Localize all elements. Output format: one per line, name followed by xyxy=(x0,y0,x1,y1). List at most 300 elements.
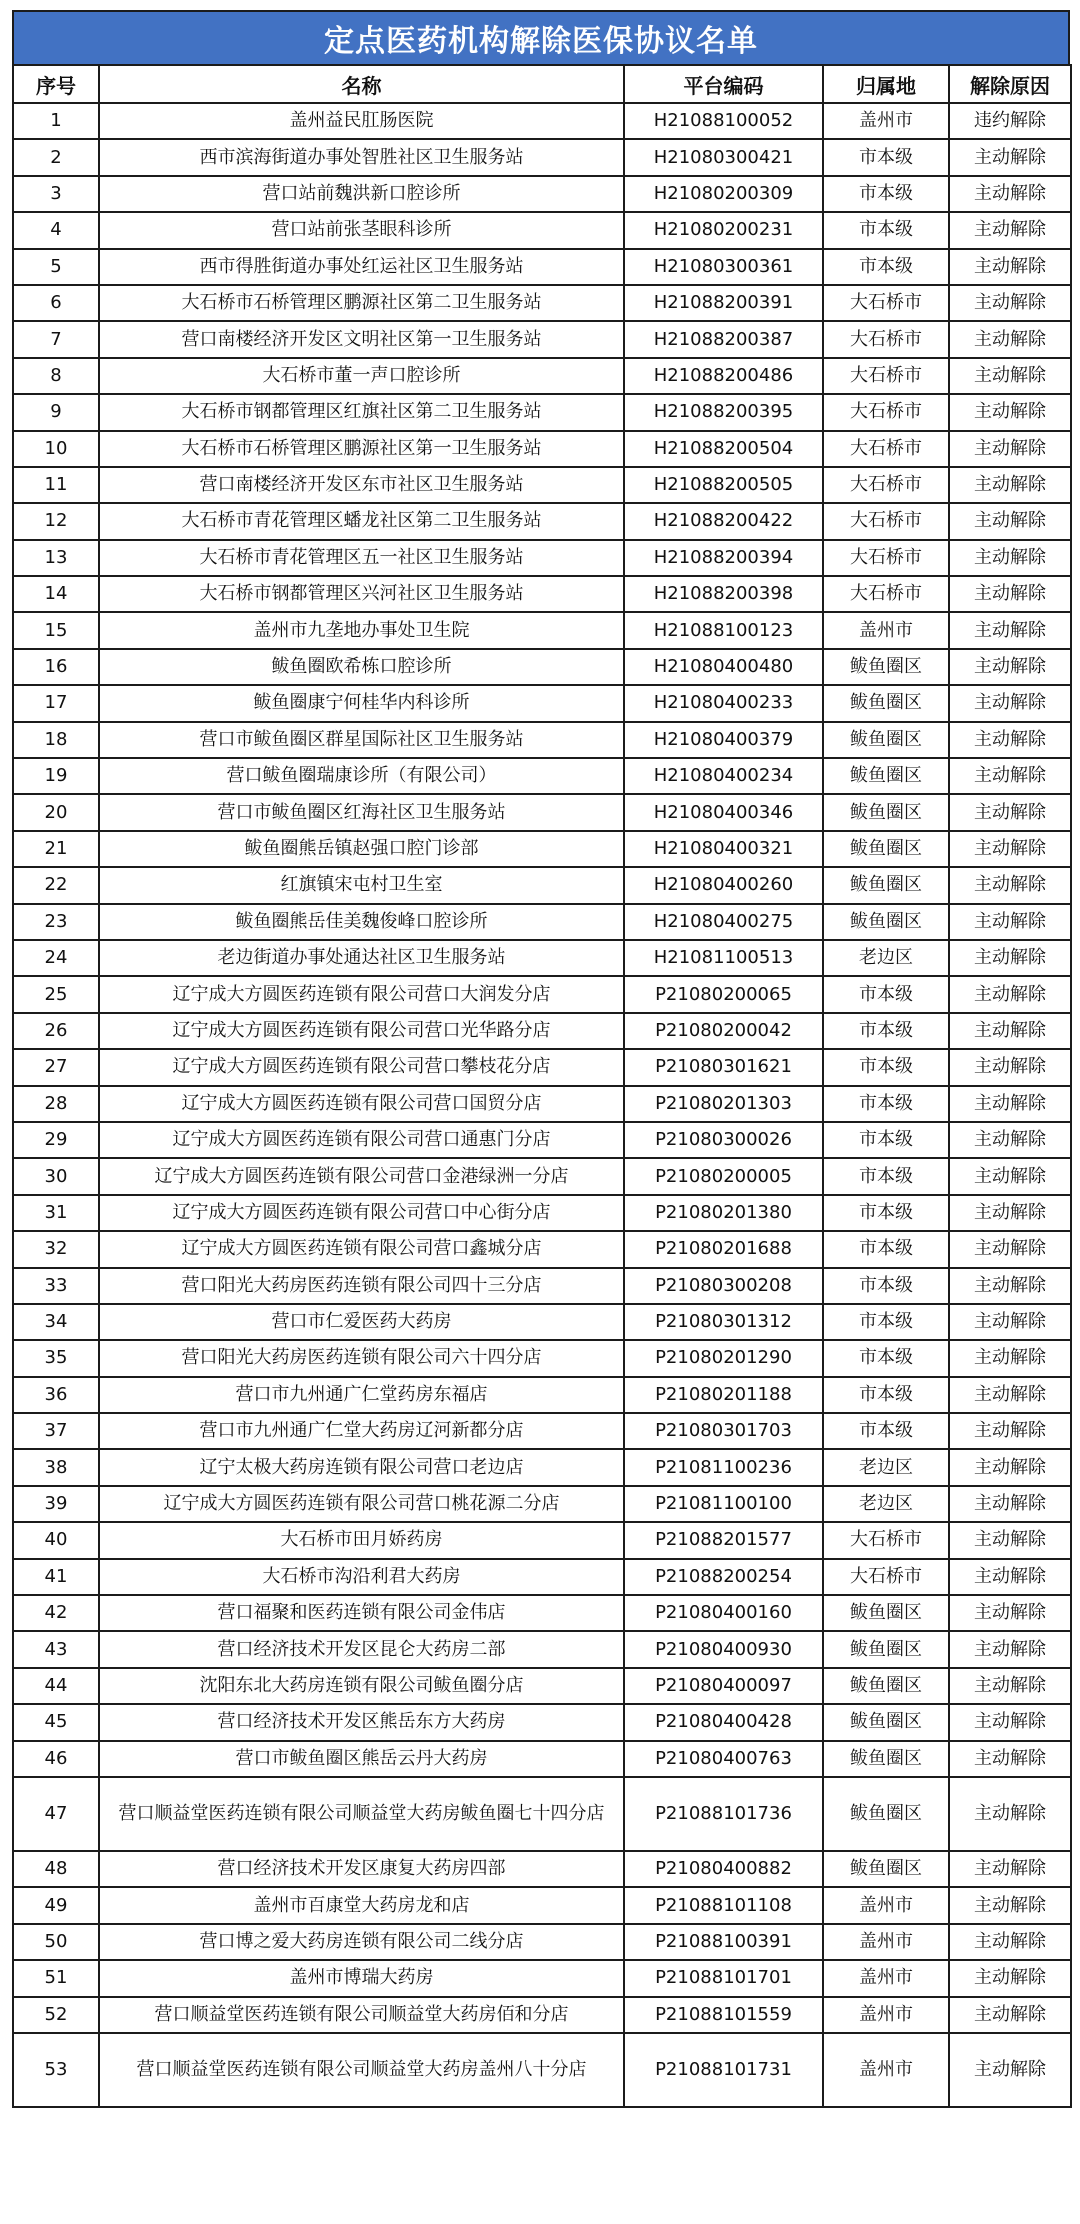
cell-reason: 违约解除 xyxy=(949,103,1071,139)
cell-reason: 主动解除 xyxy=(949,503,1071,539)
cell-index: 22 xyxy=(13,867,99,903)
cell-platform-code: H21088200387 xyxy=(624,321,823,357)
cell-reason: 主动解除 xyxy=(949,1013,1071,1049)
cell-platform-code: P21080300026 xyxy=(624,1122,823,1158)
cell-name: 大石桥市沟沿利君大药房 xyxy=(99,1559,624,1595)
cell-reason: 主动解除 xyxy=(949,904,1071,940)
cell-region: 老边区 xyxy=(823,940,949,976)
table-row xyxy=(13,612,1071,648)
cell-platform-code: H21080400346 xyxy=(624,794,823,830)
cell-name: 西市滨海街道办事处智胜社区卫生服务站 xyxy=(99,139,624,175)
cell-region: 市本级 xyxy=(823,1122,949,1158)
table-row xyxy=(13,249,1071,285)
cell-reason: 主动解除 xyxy=(949,1268,1071,1304)
header-index: 序号 xyxy=(13,65,99,103)
page-title: 定点医药机构解除医保协议名单 xyxy=(12,10,1070,64)
cell-index: 51 xyxy=(13,1960,99,1996)
cell-index: 40 xyxy=(13,1522,99,1558)
cell-reason: 主动解除 xyxy=(949,394,1071,430)
cell-reason: 主动解除 xyxy=(949,176,1071,212)
header-name: 名称 xyxy=(99,65,624,103)
cell-name: 红旗镇宋屯村卫生室 xyxy=(99,867,624,903)
cell-reason: 主动解除 xyxy=(949,1777,1071,1851)
cell-platform-code: P21080400930 xyxy=(624,1631,823,1667)
cell-platform-code: P21080301703 xyxy=(624,1413,823,1449)
cell-name: 辽宁太极大药房连锁有限公司营口老边店 xyxy=(99,1449,624,1485)
table-row xyxy=(13,321,1071,357)
cell-region: 市本级 xyxy=(823,1013,949,1049)
table-body xyxy=(13,103,1071,2107)
cell-name: 营口经济技术开发区熊岳东方大药房 xyxy=(99,1704,624,1740)
cell-platform-code: P21080400882 xyxy=(624,1851,823,1887)
table-row xyxy=(13,976,1071,1012)
cell-platform-code: H21080200309 xyxy=(624,176,823,212)
cell-platform-code: H21080400234 xyxy=(624,758,823,794)
cell-index: 37 xyxy=(13,1413,99,1449)
cell-reason: 主动解除 xyxy=(949,685,1071,721)
cell-reason: 主动解除 xyxy=(949,1522,1071,1558)
cell-reason: 主动解除 xyxy=(949,1559,1071,1595)
cell-region: 大石桥市 xyxy=(823,321,949,357)
cell-reason: 主动解除 xyxy=(949,1049,1071,1085)
cell-reason: 主动解除 xyxy=(949,1486,1071,1522)
cell-region: 鲅鱼圈区 xyxy=(823,1668,949,1704)
table-row xyxy=(13,1377,1071,1413)
cell-platform-code: H21088200398 xyxy=(624,576,823,612)
cell-platform-code: H21080300361 xyxy=(624,249,823,285)
cell-name: 辽宁成大方圆医药连锁有限公司营口大润发分店 xyxy=(99,976,624,1012)
cell-reason: 主动解除 xyxy=(949,467,1071,503)
cell-region: 大石桥市 xyxy=(823,1522,949,1558)
table-header-row xyxy=(13,65,1071,103)
cell-name: 盖州市九垄地办事处卫生院 xyxy=(99,612,624,648)
cell-name: 鲅鱼圈熊岳佳美魏俊峰口腔诊所 xyxy=(99,904,624,940)
cell-platform-code: P21080200065 xyxy=(624,976,823,1012)
cell-region: 大石桥市 xyxy=(823,1559,949,1595)
cell-platform-code: P21080200005 xyxy=(624,1158,823,1194)
table-row xyxy=(13,1340,1071,1376)
table-row xyxy=(13,1887,1071,1923)
cell-index: 44 xyxy=(13,1668,99,1704)
cell-name: 辽宁成大方圆医药连锁有限公司营口攀枝花分店 xyxy=(99,1049,624,1085)
cell-region: 市本级 xyxy=(823,1413,949,1449)
cell-region: 鲅鱼圈区 xyxy=(823,1777,949,1851)
cell-region: 盖州市 xyxy=(823,103,949,139)
cell-platform-code: P21081100100 xyxy=(624,1486,823,1522)
cell-index: 28 xyxy=(13,1086,99,1122)
cell-platform-code: H21088200486 xyxy=(624,358,823,394)
cell-platform-code: P21080201303 xyxy=(624,1086,823,1122)
cell-index: 18 xyxy=(13,722,99,758)
table-row xyxy=(13,212,1071,248)
cell-index: 33 xyxy=(13,1268,99,1304)
cell-region: 市本级 xyxy=(823,1086,949,1122)
cell-reason: 主动解除 xyxy=(949,649,1071,685)
cell-reason: 主动解除 xyxy=(949,831,1071,867)
cell-region: 老边区 xyxy=(823,1449,949,1485)
cell-region: 市本级 xyxy=(823,1268,949,1304)
table-row xyxy=(13,1522,1071,1558)
cell-platform-code: P21088101736 xyxy=(624,1777,823,1851)
cell-index: 14 xyxy=(13,576,99,612)
cell-region: 鲅鱼圈区 xyxy=(823,1741,949,1777)
cell-platform-code: P21080400097 xyxy=(624,1668,823,1704)
cell-reason: 主动解除 xyxy=(949,940,1071,976)
table-row xyxy=(13,758,1071,794)
table-row xyxy=(13,1668,1071,1704)
cell-index: 41 xyxy=(13,1559,99,1595)
cell-region: 盖州市 xyxy=(823,2033,949,2107)
cell-index: 25 xyxy=(13,976,99,1012)
cell-index: 24 xyxy=(13,940,99,976)
cell-name: 营口福聚和医药连锁有限公司金伟店 xyxy=(99,1595,624,1631)
table-row xyxy=(13,1595,1071,1631)
cell-index: 10 xyxy=(13,431,99,467)
cell-platform-code: H21080400260 xyxy=(624,867,823,903)
table-row xyxy=(13,867,1071,903)
cell-reason: 主动解除 xyxy=(949,1960,1071,1996)
table-row xyxy=(13,394,1071,430)
cell-index: 46 xyxy=(13,1741,99,1777)
cell-region: 市本级 xyxy=(823,976,949,1012)
cell-platform-code: H21088100123 xyxy=(624,612,823,648)
cell-platform-code: P21080200042 xyxy=(624,1013,823,1049)
cell-platform-code: H21080200231 xyxy=(624,212,823,248)
cell-region: 鲅鱼圈区 xyxy=(823,867,949,903)
cell-index: 45 xyxy=(13,1704,99,1740)
agreement-table xyxy=(12,64,1072,2108)
cell-reason: 主动解除 xyxy=(949,1377,1071,1413)
table-row xyxy=(13,685,1071,721)
cell-name: 营口市鲅鱼圈区群星国际社区卫生服务站 xyxy=(99,722,624,758)
table-row xyxy=(13,1559,1071,1595)
cell-region: 市本级 xyxy=(823,176,949,212)
cell-platform-code: H21088200391 xyxy=(624,285,823,321)
cell-index: 43 xyxy=(13,1631,99,1667)
cell-platform-code: P21080201290 xyxy=(624,1340,823,1376)
cell-index: 21 xyxy=(13,831,99,867)
cell-index: 1 xyxy=(13,103,99,139)
table-row xyxy=(13,1631,1071,1667)
cell-name: 营口市鲅鱼圈区红海社区卫生服务站 xyxy=(99,794,624,830)
table-row xyxy=(13,1268,1071,1304)
cell-name: 鲅鱼圈熊岳镇赵强口腔门诊部 xyxy=(99,831,624,867)
table-row xyxy=(13,1158,1071,1194)
cell-reason: 主动解除 xyxy=(949,1887,1071,1923)
header-region: 归属地 xyxy=(823,65,949,103)
cell-name: 营口阳光大药房医药连锁有限公司四十三分店 xyxy=(99,1268,624,1304)
cell-name: 营口站前张茎眼科诊所 xyxy=(99,212,624,248)
table-row xyxy=(13,1851,1071,1887)
table-row xyxy=(13,139,1071,175)
table-row xyxy=(13,1304,1071,1340)
cell-reason: 主动解除 xyxy=(949,139,1071,175)
cell-name: 沈阳东北大药房连锁有限公司鲅鱼圈分店 xyxy=(99,1668,624,1704)
cell-reason: 主动解除 xyxy=(949,1668,1071,1704)
table-row xyxy=(13,1049,1071,1085)
cell-name: 大石桥市青花管理区五一社区卫生服务站 xyxy=(99,540,624,576)
cell-index: 26 xyxy=(13,1013,99,1049)
cell-name: 辽宁成大方圆医药连锁有限公司营口金港绿洲一分店 xyxy=(99,1158,624,1194)
cell-platform-code: H21080400480 xyxy=(624,649,823,685)
cell-name: 盖州益民肛肠医院 xyxy=(99,103,624,139)
cell-index: 35 xyxy=(13,1340,99,1376)
cell-name: 营口顺益堂医药连锁有限公司顺益堂大药房鲅鱼圈七十四分店 xyxy=(99,1777,624,1851)
table-row xyxy=(13,467,1071,503)
cell-region: 老边区 xyxy=(823,1486,949,1522)
cell-region: 市本级 xyxy=(823,1304,949,1340)
cell-index: 7 xyxy=(13,321,99,357)
cell-index: 52 xyxy=(13,1997,99,2033)
cell-reason: 主动解除 xyxy=(949,867,1071,903)
cell-index: 42 xyxy=(13,1595,99,1631)
cell-region: 大石桥市 xyxy=(823,285,949,321)
cell-platform-code: H21088100052 xyxy=(624,103,823,139)
cell-region: 鲅鱼圈区 xyxy=(823,722,949,758)
cell-name: 营口经济技术开发区昆仑大药房二部 xyxy=(99,1631,624,1667)
cell-reason: 主动解除 xyxy=(949,576,1071,612)
cell-name: 营口南楼经济开发区文明社区第一卫生服务站 xyxy=(99,321,624,357)
cell-region: 鲅鱼圈区 xyxy=(823,1851,949,1887)
cell-index: 50 xyxy=(13,1924,99,1960)
cell-platform-code: H21080400321 xyxy=(624,831,823,867)
table-row xyxy=(13,1013,1071,1049)
cell-reason: 主动解除 xyxy=(949,285,1071,321)
cell-reason: 主动解除 xyxy=(949,1631,1071,1667)
cell-index: 15 xyxy=(13,612,99,648)
cell-platform-code: H21080300421 xyxy=(624,139,823,175)
cell-region: 市本级 xyxy=(823,1049,949,1085)
table-row xyxy=(13,1960,1071,1996)
cell-platform-code: H21080400233 xyxy=(624,685,823,721)
cell-name: 营口顺益堂医药连锁有限公司顺益堂大药房盖州八十分店 xyxy=(99,2033,624,2107)
cell-reason: 主动解除 xyxy=(949,612,1071,648)
table-row xyxy=(13,503,1071,539)
cell-region: 大石桥市 xyxy=(823,576,949,612)
cell-name: 营口市鲅鱼圈区熊岳云丹大药房 xyxy=(99,1741,624,1777)
cell-reason: 主动解除 xyxy=(949,1122,1071,1158)
cell-index: 53 xyxy=(13,2033,99,2107)
cell-platform-code: H21080400275 xyxy=(624,904,823,940)
cell-name: 辽宁成大方圆医药连锁有限公司营口通惠门分店 xyxy=(99,1122,624,1158)
cell-index: 36 xyxy=(13,1377,99,1413)
table-row xyxy=(13,1997,1071,2033)
cell-region: 鲅鱼圈区 xyxy=(823,1595,949,1631)
cell-platform-code: P21080301312 xyxy=(624,1304,823,1340)
cell-reason: 主动解除 xyxy=(949,758,1071,794)
cell-region: 市本级 xyxy=(823,1158,949,1194)
table-row xyxy=(13,1195,1071,1231)
cell-reason: 主动解除 xyxy=(949,1340,1071,1376)
cell-reason: 主动解除 xyxy=(949,976,1071,1012)
table-row xyxy=(13,103,1071,139)
cell-platform-code: P21080400428 xyxy=(624,1704,823,1740)
cell-index: 47 xyxy=(13,1777,99,1851)
cell-platform-code: P21088100391 xyxy=(624,1924,823,1960)
cell-name: 营口市九州通广仁堂大药房辽河新都分店 xyxy=(99,1413,624,1449)
cell-reason: 主动解除 xyxy=(949,1449,1071,1485)
cell-region: 盖州市 xyxy=(823,1924,949,1960)
cell-platform-code: P21088201577 xyxy=(624,1522,823,1558)
cell-reason: 主动解除 xyxy=(949,1195,1071,1231)
cell-region: 市本级 xyxy=(823,1340,949,1376)
cell-name: 营口市九州通广仁堂药房东福店 xyxy=(99,1377,624,1413)
header-platform-code: 平台编码 xyxy=(624,65,823,103)
cell-platform-code: P21088101108 xyxy=(624,1887,823,1923)
cell-region: 市本级 xyxy=(823,1231,949,1267)
cell-region: 鲅鱼圈区 xyxy=(823,831,949,867)
cell-index: 39 xyxy=(13,1486,99,1522)
cell-name: 营口南楼经济开发区东市社区卫生服务站 xyxy=(99,467,624,503)
cell-region: 鲅鱼圈区 xyxy=(823,1631,949,1667)
cell-reason: 主动解除 xyxy=(949,358,1071,394)
cell-platform-code: H21088200504 xyxy=(624,431,823,467)
cell-platform-code: P21080400160 xyxy=(624,1595,823,1631)
cell-reason: 主动解除 xyxy=(949,1851,1071,1887)
table-row xyxy=(13,1777,1071,1851)
cell-index: 3 xyxy=(13,176,99,212)
cell-name: 辽宁成大方圆医药连锁有限公司营口桃花源二分店 xyxy=(99,1486,624,1522)
table-row xyxy=(13,1741,1071,1777)
cell-reason: 主动解除 xyxy=(949,1997,1071,2033)
cell-index: 38 xyxy=(13,1449,99,1485)
cell-name: 营口顺益堂医药连锁有限公司顺益堂大药房佰和分店 xyxy=(99,1997,624,2033)
table-row xyxy=(13,794,1071,830)
table-row xyxy=(13,540,1071,576)
table-row xyxy=(13,2033,1071,2107)
cell-region: 鲅鱼圈区 xyxy=(823,649,949,685)
cell-platform-code: P21081100236 xyxy=(624,1449,823,1485)
cell-platform-code: P21088101731 xyxy=(624,2033,823,2107)
cell-index: 13 xyxy=(13,540,99,576)
cell-reason: 主动解除 xyxy=(949,1704,1071,1740)
cell-name: 盖州市博瑞大药房 xyxy=(99,1960,624,1996)
cell-name: 鲅鱼圈康宁何桂华内科诊所 xyxy=(99,685,624,721)
cell-index: 17 xyxy=(13,685,99,721)
cell-region: 盖州市 xyxy=(823,612,949,648)
cell-region: 市本级 xyxy=(823,1195,949,1231)
cell-platform-code: H21088200422 xyxy=(624,503,823,539)
cell-index: 4 xyxy=(13,212,99,248)
cell-name: 营口鲅鱼圈瑞康诊所（有限公司） xyxy=(99,758,624,794)
cell-index: 32 xyxy=(13,1231,99,1267)
cell-index: 8 xyxy=(13,358,99,394)
cell-name: 辽宁成大方圆医药连锁有限公司营口中心街分店 xyxy=(99,1195,624,1231)
cell-platform-code: P21088200254 xyxy=(624,1559,823,1595)
cell-region: 大石桥市 xyxy=(823,503,949,539)
cell-platform-code: P21088101701 xyxy=(624,1960,823,1996)
cell-reason: 主动解除 xyxy=(949,2033,1071,2107)
table-row xyxy=(13,1449,1071,1485)
cell-reason: 主动解除 xyxy=(949,540,1071,576)
cell-region: 市本级 xyxy=(823,249,949,285)
table-row xyxy=(13,1086,1071,1122)
table-row xyxy=(13,431,1071,467)
cell-index: 16 xyxy=(13,649,99,685)
cell-region: 鲅鱼圈区 xyxy=(823,794,949,830)
cell-region: 大石桥市 xyxy=(823,540,949,576)
cell-index: 49 xyxy=(13,1887,99,1923)
cell-name: 大石桥市钢都管理区红旗社区第二卫生服务站 xyxy=(99,394,624,430)
cell-region: 盖州市 xyxy=(823,1997,949,2033)
cell-region: 市本级 xyxy=(823,212,949,248)
cell-reason: 主动解除 xyxy=(949,431,1071,467)
cell-region: 大石桥市 xyxy=(823,394,949,430)
cell-reason: 主动解除 xyxy=(949,1741,1071,1777)
cell-platform-code: H21081100513 xyxy=(624,940,823,976)
header-reason: 解除原因 xyxy=(949,65,1071,103)
table-row xyxy=(13,1122,1071,1158)
cell-region: 鲅鱼圈区 xyxy=(823,685,949,721)
cell-name: 大石桥市董一声口腔诊所 xyxy=(99,358,624,394)
cell-name: 辽宁成大方圆医药连锁有限公司营口国贸分店 xyxy=(99,1086,624,1122)
cell-region: 大石桥市 xyxy=(823,467,949,503)
cell-name: 营口市仁爱医药大药房 xyxy=(99,1304,624,1340)
cell-region: 鲅鱼圈区 xyxy=(823,904,949,940)
cell-region: 盖州市 xyxy=(823,1960,949,1996)
cell-platform-code: H21088200505 xyxy=(624,467,823,503)
cell-platform-code: H21088200395 xyxy=(624,394,823,430)
table-row xyxy=(13,831,1071,867)
cell-platform-code: P21080201188 xyxy=(624,1377,823,1413)
cell-region: 盖州市 xyxy=(823,1887,949,1923)
cell-name: 老边街道办事处通达社区卫生服务站 xyxy=(99,940,624,976)
cell-index: 12 xyxy=(13,503,99,539)
cell-index: 27 xyxy=(13,1049,99,1085)
cell-name: 辽宁成大方圆医药连锁有限公司营口光华路分店 xyxy=(99,1013,624,1049)
cell-region: 大石桥市 xyxy=(823,358,949,394)
table-row xyxy=(13,285,1071,321)
table-row xyxy=(13,1924,1071,1960)
cell-region: 市本级 xyxy=(823,1377,949,1413)
cell-reason: 主动解除 xyxy=(949,1595,1071,1631)
cell-name: 营口经济技术开发区康复大药房四部 xyxy=(99,1851,624,1887)
cell-index: 30 xyxy=(13,1158,99,1194)
document-sheet xyxy=(12,10,1070,2108)
cell-platform-code: P21080201688 xyxy=(624,1231,823,1267)
cell-reason: 主动解除 xyxy=(949,249,1071,285)
cell-reason: 主动解除 xyxy=(949,722,1071,758)
cell-index: 2 xyxy=(13,139,99,175)
table-row xyxy=(13,576,1071,612)
cell-name: 盖州市百康堂大药房龙和店 xyxy=(99,1887,624,1923)
cell-platform-code: P21088101559 xyxy=(624,1997,823,2033)
cell-reason: 主动解除 xyxy=(949,1231,1071,1267)
table-row xyxy=(13,722,1071,758)
table-row xyxy=(13,1704,1071,1740)
cell-reason: 主动解除 xyxy=(949,1158,1071,1194)
cell-name: 西市得胜街道办事处红运社区卫生服务站 xyxy=(99,249,624,285)
cell-reason: 主动解除 xyxy=(949,212,1071,248)
cell-platform-code: P21080201380 xyxy=(624,1195,823,1231)
cell-reason: 主动解除 xyxy=(949,794,1071,830)
cell-name: 大石桥市石桥管理区鹏源社区第一卫生服务站 xyxy=(99,431,624,467)
cell-platform-code: P21080400763 xyxy=(624,1741,823,1777)
cell-name: 辽宁成大方圆医药连锁有限公司营口鑫城分店 xyxy=(99,1231,624,1267)
cell-name: 营口阳光大药房医药连锁有限公司六十四分店 xyxy=(99,1340,624,1376)
cell-name: 鲅鱼圈欧希栋口腔诊所 xyxy=(99,649,624,685)
table-row xyxy=(13,940,1071,976)
cell-index: 19 xyxy=(13,758,99,794)
cell-index: 20 xyxy=(13,794,99,830)
table-row xyxy=(13,1486,1071,1522)
cell-region: 鲅鱼圈区 xyxy=(823,758,949,794)
cell-index: 34 xyxy=(13,1304,99,1340)
cell-region: 大石桥市 xyxy=(823,431,949,467)
cell-index: 48 xyxy=(13,1851,99,1887)
cell-reason: 主动解除 xyxy=(949,1304,1071,1340)
cell-reason: 主动解除 xyxy=(949,1924,1071,1960)
